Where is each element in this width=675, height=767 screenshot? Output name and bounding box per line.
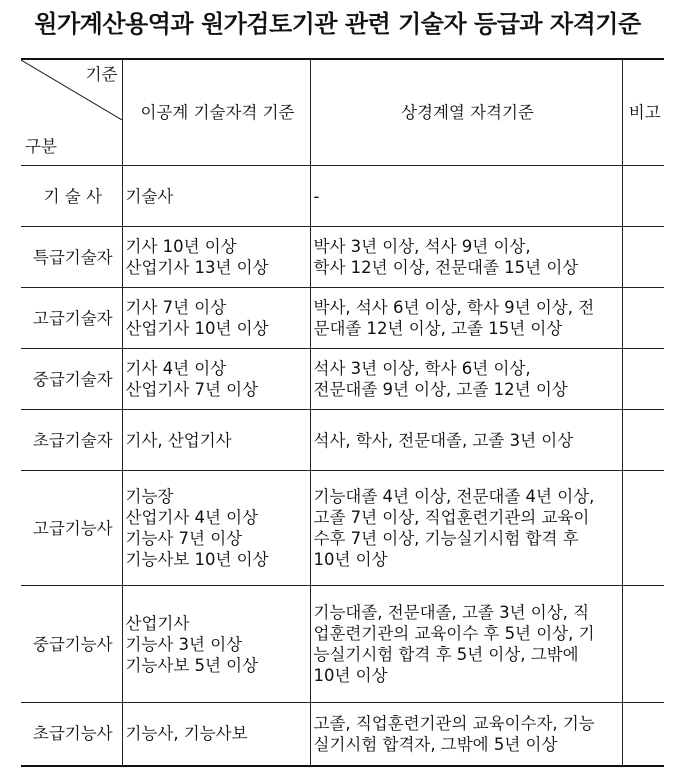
remarks-cell <box>622 410 664 471</box>
corner-label-criteria: 기준 <box>85 65 118 84</box>
qualification-table <box>21 58 664 767</box>
grade-cell: 특급기술자 <box>21 227 122 288</box>
tech-criteria-cell: 기사, 산업기사 <box>122 410 310 471</box>
tech-criteria-cell: 기능사, 기능사보 <box>122 703 310 766</box>
business-criteria-cell: - <box>310 166 622 227</box>
table-row <box>21 703 664 766</box>
table-row <box>21 586 664 703</box>
grade-cell: 기 술 사 <box>21 166 122 227</box>
business-criteria-cell: 고졸, 직업훈련기관의 교육이수자, 기능 실기시험 합격자, 그밖에 5년 이상 <box>310 703 622 766</box>
remarks-cell <box>622 586 664 703</box>
remarks-cell <box>622 288 664 349</box>
business-criteria-cell: 박사, 석사 6년 이상, 학사 9년 이상, 전 문대졸 12년 이상, 고졸 15년 이상 <box>310 288 622 349</box>
business-criteria-cell: 기능대졸 4년 이상, 전문대졸 4년 이상, 고졸 7년 이상, 직업훈련기관의 교육이 수후 7년 이상, 기능실기시험 합격 후 10년 이상 <box>310 471 622 586</box>
grade-cell: 중급기술자 <box>21 349 122 410</box>
table-row <box>21 349 664 410</box>
header-remarks: 비고 <box>622 59 664 166</box>
tech-criteria-cell: 기사 4년 이상 산업기사 7년 이상 <box>122 349 310 410</box>
grade-cell: 고급기능사 <box>21 471 122 586</box>
tech-criteria-cell: 기술사 <box>122 166 310 227</box>
table-row <box>21 166 664 227</box>
table-row <box>21 471 664 586</box>
business-criteria-cell: 석사, 학사, 전문대졸, 고졸 3년 이상 <box>310 410 622 471</box>
remarks-cell <box>622 703 664 766</box>
remarks-cell <box>622 471 664 586</box>
grade-cell: 중급기능사 <box>21 586 122 703</box>
tech-criteria-cell: 기사 10년 이상 산업기사 13년 이상 <box>122 227 310 288</box>
remarks-cell <box>622 349 664 410</box>
grade-cell: 고급기술자 <box>21 288 122 349</box>
business-criteria-cell: 기능대졸, 전문대졸, 고졸 3년 이상, 직 업훈련기관의 교육이수 후 5년 이상, 기 능실기시험 합격 후 5년 이상, 그밖에 10년 이상 <box>310 586 622 703</box>
header-row <box>21 59 664 166</box>
business-criteria-cell: 석사 3년 이상, 학사 6년 이상, 전문대졸 9년 이상, 고졸 12년 이상 <box>310 349 622 410</box>
table-row <box>21 288 664 349</box>
tech-criteria-cell: 산업기사 기능사 3년 이상 기능사보 5년 이상 <box>122 586 310 703</box>
table-row <box>21 227 664 288</box>
remarks-cell <box>622 227 664 288</box>
corner-label-category: 구분 <box>25 137 57 156</box>
remarks-cell <box>622 166 664 227</box>
tech-criteria-cell: 기능장 산업기사 4년 이상 기능사 7년 이상 기능사보 10년 이상 <box>122 471 310 586</box>
document-title: 원가계산용역과 원가검토기관 관련 기술자 등급과 자격기준 <box>34 10 641 38</box>
header-tech-criteria: 이공계 기술자격 기준 <box>122 59 310 166</box>
table-row <box>21 410 664 471</box>
tech-criteria-cell: 기사 7년 이상 산업기사 10년 이상 <box>122 288 310 349</box>
grade-cell: 초급기술자 <box>21 410 122 471</box>
business-criteria-cell: 박사 3년 이상, 석사 9년 이상, 학사 12년 이상, 전문대졸 15년 이상 <box>310 227 622 288</box>
header-business-criteria: 상경계열 자격기준 <box>310 59 622 166</box>
corner-header-cell <box>21 59 122 166</box>
grade-cell: 초급기능사 <box>21 703 122 766</box>
